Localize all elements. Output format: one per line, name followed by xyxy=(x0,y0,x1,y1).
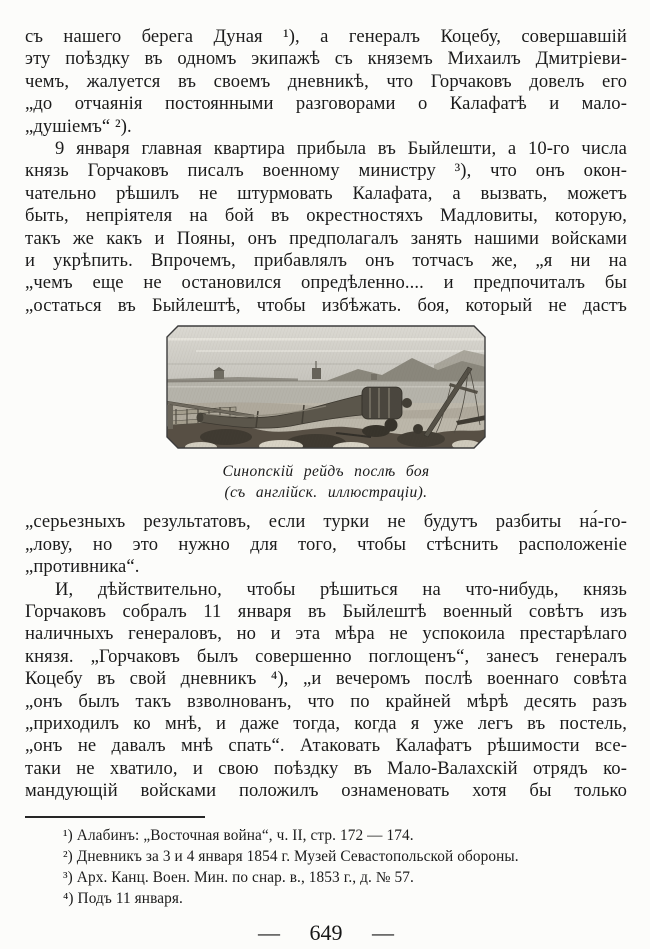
text-line: эту поѣздку въ одномъ экипажѣ съ княземъ Михаилъ Дмитріеви- xyxy=(25,48,627,70)
text-line: Коцебу въ свой дневникъ ⁴), „и вечеромъ послѣ военнаго совѣта xyxy=(25,668,627,690)
text-line: „противника“. xyxy=(25,556,140,578)
text-line: „онъ былъ такъ взволнованъ, что по крайней мѣрѣ десять разъ xyxy=(25,690,627,712)
text-line: И, дѣйствительно, чтобы рѣшиться на что-нибудь, князь xyxy=(55,578,627,600)
text-line: „онъ не давалъ мнѣ спать“. Атаковать Калафатъ рѣшимости все- xyxy=(25,735,627,757)
sinop-engraving-image xyxy=(166,325,486,449)
text-line: „лову, но это нужно для того, чтобы стѣснить расположеніе xyxy=(25,533,627,555)
footnote-4: ⁴) Подъ 11 января. xyxy=(63,889,183,907)
page-body xyxy=(25,26,627,803)
text-line: и укрѣпить. Впрочемъ, прибавлялъ онъ тотчасъ же, „я ни на xyxy=(25,250,627,272)
text-line: мандующій войсками положилъ ознаменовать хотя бы только xyxy=(25,780,627,802)
figure-caption xyxy=(25,461,627,503)
text-line: Горчаковъ собралъ 11 января въ Быйлештѣ военный совѣтъ изъ xyxy=(25,600,627,622)
footnote-divider xyxy=(25,816,205,818)
paragraph-2-continued xyxy=(25,511,627,578)
text-line: съ нашего берега Дуная ¹), а генералъ Коцебу, совершавшій xyxy=(25,26,627,47)
footnote-3: ³) Арх. Канц. Воен. Мин. по снар. в., 1853 г., д. № 57. xyxy=(63,868,414,886)
text-line: чемъ, жалуется въ своемъ дневникѣ, что Горчаковъ довелъ его xyxy=(25,70,627,92)
text-line: „до отчаянія постоянными разговорами о Калафатѣ и мало- xyxy=(25,93,627,115)
page-footer xyxy=(25,816,627,946)
battle-engraving-figure xyxy=(25,325,627,503)
page-number: — 649 — xyxy=(258,919,394,945)
footnote-1: ¹) Алабинъ: „Восточная война“, ч. II, стр. 172 — 174. xyxy=(63,826,414,844)
text-line: князь Горчаковъ писалъ военному министру ³), что онъ окон- xyxy=(25,160,627,182)
text-line: „остаться въ Быйлештѣ, чтобы избѣжать. боя, который не дастъ xyxy=(25,294,627,316)
text-line: быть, непріятеля на бой въ окрестностяхъ Мадловиты, которую, xyxy=(25,205,627,227)
footnote-2: ²) Дневникъ за 3 и 4 января 1854 г. Музей Севастопольской обороны. xyxy=(63,847,519,865)
paragraph-continuation xyxy=(25,26,627,138)
text-line: наличныхъ генераловъ, но и эта мѣра не успокоила престарѣлаго xyxy=(25,623,627,645)
paragraph-3 xyxy=(25,579,627,803)
text-line: „приходилъ ко мнѣ, и даже тогда, когда я уже легъ въ постель, xyxy=(25,712,627,734)
text-line: чательно рѣшилъ не штурмовать Калафата, а вызвать, можетъ xyxy=(25,182,627,204)
text-line: „серьезныхъ результатовъ, если турки не будутъ разбиты на́-го- xyxy=(25,511,627,533)
text-line: „чемъ еще не остановился опредѣленно.... и предпочиталъ бы xyxy=(25,272,627,294)
paragraph-2 xyxy=(25,138,627,317)
text-line: такъ же какъ и Пояны, онъ предполагалъ занять нашими войсками xyxy=(25,227,627,249)
text-line: „душіемъ“ ²). xyxy=(25,115,132,137)
text-line: князя. „Горчаковъ былъ совершенно поглощенъ“, занесъ генералъ xyxy=(25,645,627,667)
figure-caption-line-2: (съ англійск. иллюстраціи). xyxy=(224,484,428,502)
text-line: 9 января главная квартира прибыла въ Быйлешти, а 10-го числа xyxy=(55,138,627,160)
text-line: таки не хватило, и свою поѣздку въ Мало-Валахскій отрядъ ко- xyxy=(25,757,627,779)
figure-caption-line-1: Синопскій рейдъ послѣ боя xyxy=(222,463,430,481)
